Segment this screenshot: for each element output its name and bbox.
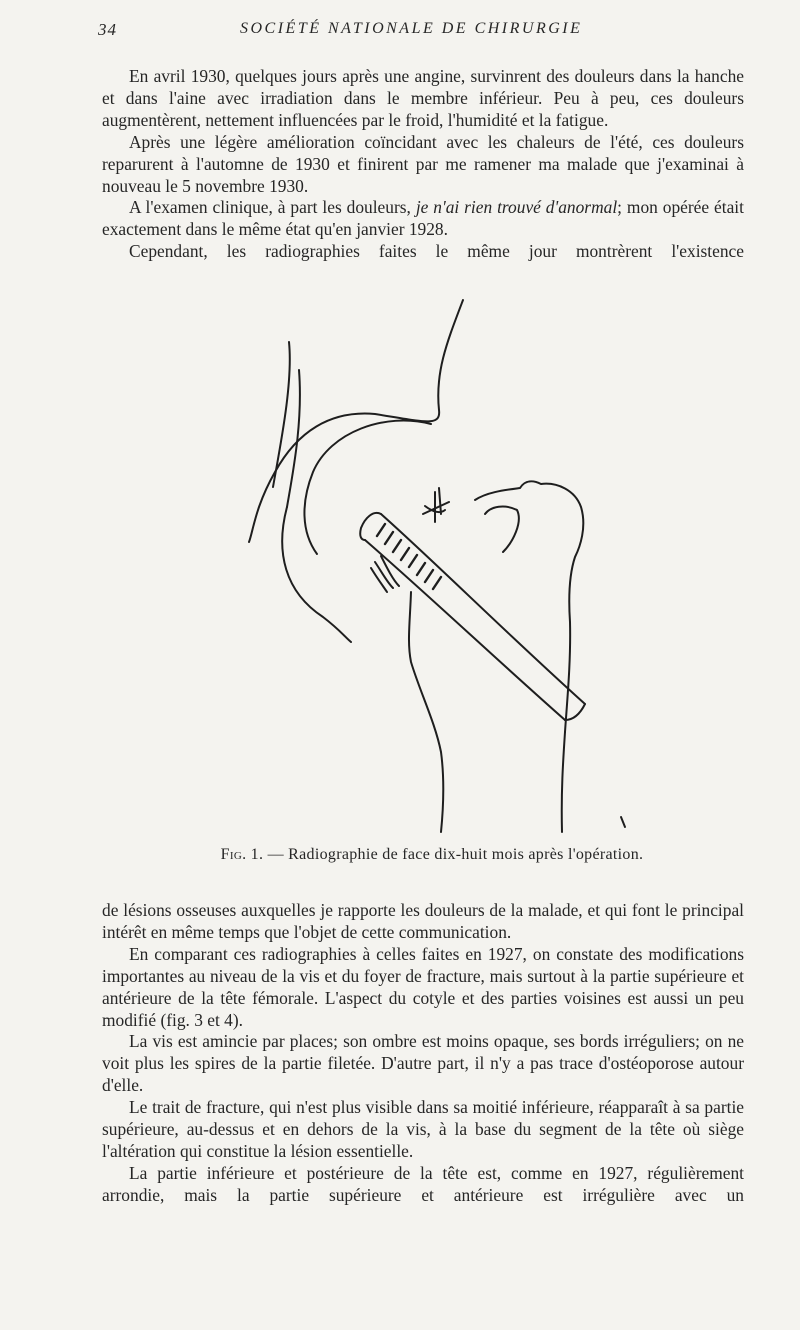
paragraph-femoral-head: La partie inférieure et postérieure de la tête est, comme en 1927, régulièrement arrondie, mais la partie supérieure et antérieure est irrégulière avec un	[102, 1162, 744, 1205]
screw-upper-edge	[381, 514, 585, 704]
paragraph-screw: La vis est amincie par places; son ombre est moins opaque, ses bords irréguliers; on ne voit plus les spires de la partie filetée. D'autre part, il n'y a pas trace d'ostéoporose autour d'elle.	[102, 1031, 744, 1096]
paragraph-fracture-line: Le trait de fracture, qui n'est plus visible dans sa moitié inférieure, réapparaît à sa partie supérieure, au-dessus et en dehors de la vis, à la base du segment de la tête où siège l'altération qui constitue la lésion essentielle.	[102, 1097, 744, 1161]
screw-lower-edge	[365, 540, 565, 720]
running-head: SOCIÉTÉ NATIONALE DE CHIRURGIE	[240, 20, 583, 37]
figure-caption	[172, 846, 692, 864]
acetabulum-outer-line	[249, 300, 463, 542]
screw-end	[565, 704, 585, 720]
paragraph-onset: En avril 1930, quelques jours après une angine, survinrent des douleurs dans la hanche et dans l'aine avec irradiation dans le membre inférieur. Peu à peu, ces douleurs augmentèrent, nettement influencées par le froid, l'humidité et la fatigue.	[102, 66, 744, 130]
trochanter-inner-line	[485, 507, 519, 552]
lower-text-block	[102, 900, 744, 1207]
upper-text-block	[102, 66, 744, 263]
fracture-lines	[371, 556, 399, 592]
femoral-shaft-right	[562, 732, 565, 832]
page-number: 34	[98, 20, 117, 39]
femoral-head-contour	[304, 421, 431, 554]
paragraph-comparison: En comparant ces radiographies à celles faites en 1927, on constate des modifications importantes au niveau de la vis et du foyer de fracture, mais surtout à la partie supérieure et antérieure de la tête fémorale. L'aspect du cotyle et des parties voisines est aussi un peu modifié (fig. 3 et 4).	[102, 943, 744, 1030]
exam-text-end: ; mon opérée était exactement dans le même état qu'en janvier 1928.	[102, 197, 744, 240]
exam-emphasis: je n'ai rien trouvé d'anormal	[415, 197, 618, 218]
paragraph-recurrence: Après une légère amélioration coïncidant avec les chaleurs de l'été, ces douleurs reparurent à l'automne de 1930 et finirent par me ramener ma malade que j'examinai à nouveau le 5 novembre 1930.	[102, 131, 744, 196]
figure-label: Fig. 1.	[220, 846, 264, 863]
paragraph-radiographs-intro: Cependant, les radiographies faites le même jour montrèrent l'existence	[129, 241, 744, 262]
femoral-neck-lower	[409, 592, 443, 832]
greater-trochanter-contour	[475, 481, 583, 732]
exam-text-start: A l'examen clinique, à part les douleurs,	[129, 197, 416, 218]
pelvis-lower-curve	[282, 507, 351, 642]
paragraph-exam	[102, 197, 744, 241]
figure-caption-text: — Radiographie de face dix-huit mois après l'opération.	[263, 846, 644, 863]
pelvis-left-line-1	[273, 342, 290, 487]
femoral-head-lesion-edge	[423, 488, 449, 522]
hip-radiograph-drawing	[235, 292, 645, 840]
stray-mark	[621, 817, 625, 827]
paragraph-continuation: de lésions osseuses auxquelles je rapporte les douleurs de la malade, et qui font le principal intérêt en même temps que l'objet de cette communication.	[102, 900, 744, 942]
